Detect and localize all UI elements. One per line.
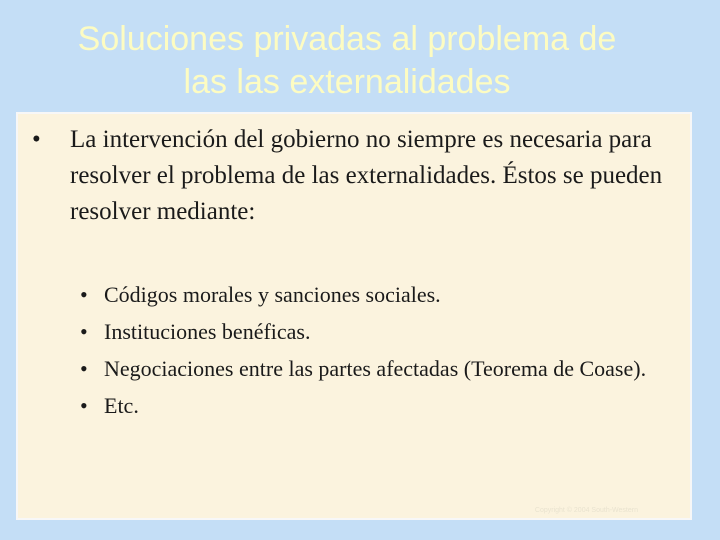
sub-bullet-item: [80, 280, 680, 309]
sub-bullet-text: Negociaciones entre las partes afectadas (Teorema de Coase).: [104, 356, 647, 381]
main-bullet-text: La intervención del gobierno no siempre es necesaria para resolver el problema de las externalidades. Éstos se pueden resolver mediante:: [70, 126, 663, 225]
sub-bullet-text: Etc.: [104, 393, 139, 418]
content-box: [16, 112, 692, 520]
sub-bullet-text: Instituciones benéficas.: [104, 319, 311, 344]
sub-bullet-text: Códigos morales y sanciones sociales.: [104, 282, 441, 307]
sub-bullet-item: [80, 317, 680, 346]
slide-title-line-1: Soluciones privadas al problema de: [77, 20, 617, 58]
slide-title: [0, 18, 694, 104]
slide-title-line-2: las las externalidades: [183, 63, 511, 101]
copyright-notice: Copyright © 2004 South-Western: [534, 507, 638, 514]
sub-bullet-list: [80, 280, 680, 428]
bullet-icon: •: [80, 356, 88, 381]
sub-bullet-item: [80, 354, 680, 383]
bullet-icon: •: [80, 319, 88, 344]
sub-bullet-item: [80, 391, 680, 420]
bullet-icon: •: [80, 282, 88, 307]
bullet-icon: •: [80, 393, 88, 418]
main-bullet: [32, 122, 672, 230]
bullet-icon: •: [32, 126, 41, 153]
